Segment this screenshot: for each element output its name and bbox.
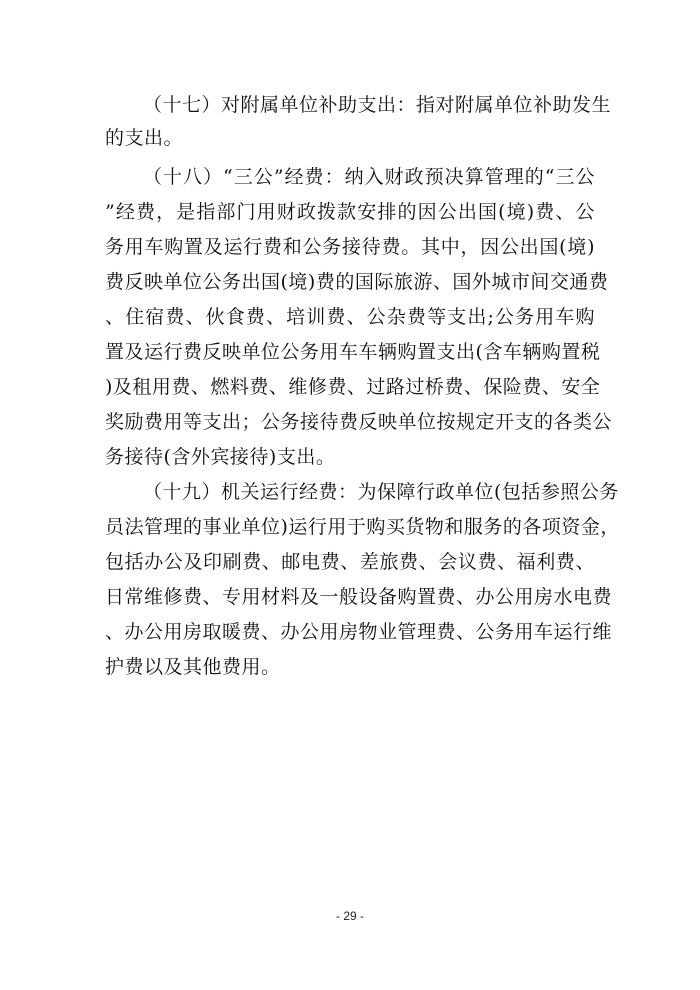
text-line: 费反映单位公务出国(境)费的国际旅游、国外城市间交通费 [105,271,609,293]
text-line: （十七）对附属单位补助支出：指对附属单位补助发生 [143,94,612,116]
text-line: 、办公用房取暖费、办公用房物业管理费、公务用车运行维 [105,621,613,643]
text-line: 的支出。 [105,127,184,149]
text-line: 务接待(含外宾接待)支出。 [105,446,336,468]
text-line: 置及运行费反映单位公务用车车辆购置支出(含车辆购置税 [105,341,601,363]
text-line: ”经费，是指部门用财政拨款安排的因公出国(境)费、公 [105,201,595,223]
text-line: 护费以及其他费用。 [105,656,281,678]
text-line: )及租用费、燃料费、维修费、过路过桥费、保险费、安全 [105,376,601,398]
text-line: （十九）机关运行经费：为保障行政单位(包括参照公务 [143,481,619,503]
text-line: 奖励费用等支出；公务接待费反映单位按规定开支的各类公 [105,411,613,433]
text-line: 、住宿费、伙食费、培训费、公杂费等支出;公务用车购 [105,306,595,328]
text-line: 员法管理的事业单位)运行用于购买货物和服务的各项资金， [105,516,620,538]
text-line: 包括办公及印刷费、邮电费、差旅费、会议费、福利费、 [105,551,595,573]
page-number: - 29 - [335,909,364,923]
text-line: 日常维修费、专用材料及一般设备购置费、办公用房水电费 [105,586,613,608]
text-line: （十八）“三公”经费：纳入财政预决算管理的“三公 [143,166,595,188]
text-line: 务用车购置及运行费和公务接待费。其中，因公出国(境) [105,236,595,258]
